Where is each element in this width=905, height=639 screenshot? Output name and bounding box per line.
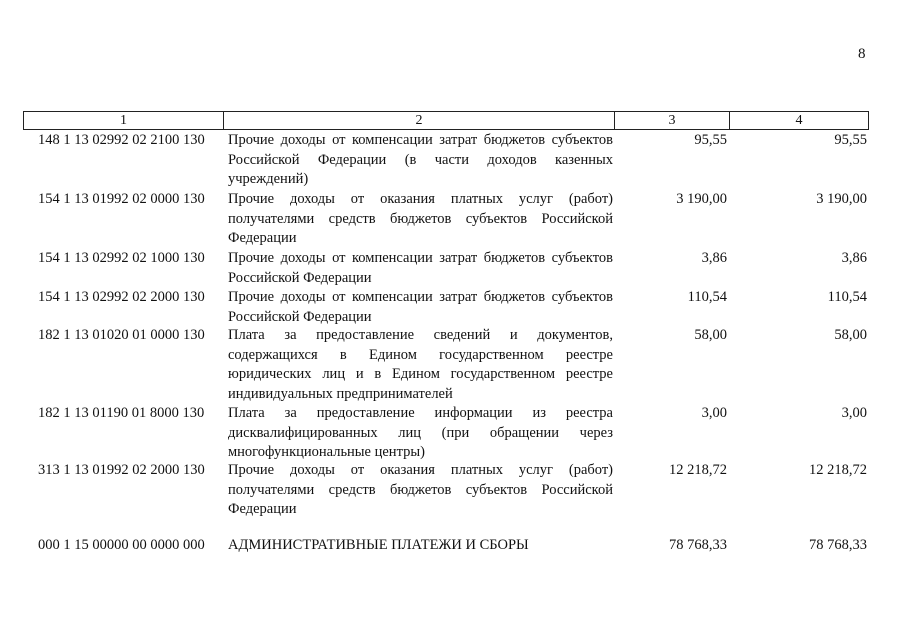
row-name: Прочие доходы от оказания платных услуг (работ) получателями средств бюджетов субъектов Российской Федерации bbox=[228, 462, 613, 517]
row-name: Прочие доходы от оказания платных услуг (работ) получателями средств бюджетов субъектов Российской Федерации bbox=[228, 191, 613, 246]
row-col-3: 110,54 bbox=[687, 289, 727, 305]
row-col-4: 3,86 bbox=[841, 250, 867, 266]
row-col-3: 95,55 bbox=[694, 132, 727, 148]
row-col-3: 12 218,72 bbox=[669, 462, 727, 478]
row-col-4: 95,55 bbox=[834, 132, 867, 148]
row-name: Плата за предоставление сведений и документов, содержащихся в Едином государственном реестре юридических лиц и в Едином государственном реестре индивидуальных предпринимателей bbox=[228, 327, 613, 402]
row-col-4: 3 190,00 bbox=[816, 191, 867, 207]
row-code: 154 1 13 01992 02 0000 130 bbox=[38, 191, 205, 207]
summary-code: 000 1 15 00000 00 0000 000 bbox=[38, 537, 205, 553]
row-code: 154 1 13 02992 02 1000 130 bbox=[38, 250, 205, 266]
summary-col-4: 78 768,33 bbox=[809, 537, 867, 553]
row-name: Прочие доходы от компенсации затрат бюджетов субъектов Российской Федерации bbox=[228, 250, 613, 286]
page-number: 8 bbox=[858, 46, 866, 62]
header-col-3: 3 bbox=[615, 112, 730, 129]
row-name: Прочие доходы от компенсации затрат бюджетов субъектов Российской Федерации (в части доходов казенных учреждений) bbox=[228, 132, 613, 187]
table-header bbox=[23, 111, 869, 130]
row-code: 182 1 13 01190 01 8000 130 bbox=[38, 405, 205, 421]
row-code: 182 1 13 01020 01 0000 130 bbox=[38, 327, 205, 343]
header-col-2: 2 bbox=[224, 112, 615, 129]
header-col-4: 4 bbox=[795, 113, 803, 128]
row-col-4: 110,54 bbox=[827, 289, 867, 305]
row-col-4: 3,00 bbox=[841, 405, 867, 421]
row-name: Прочие доходы от компенсации затрат бюджетов субъектов Российской Федерации bbox=[228, 289, 613, 325]
summary-name: АДМИНИСТРАТИВНЫЕ ПЛАТЕЖИ И СБОРЫ bbox=[228, 537, 529, 553]
row-col-4: 12 218,72 bbox=[809, 462, 867, 478]
row-col-3: 3 190,00 bbox=[676, 191, 727, 207]
row-col-3: 3,86 bbox=[701, 250, 727, 266]
row-col-3: 3,00 bbox=[701, 405, 727, 421]
row-code: 154 1 13 02992 02 2000 130 bbox=[38, 289, 205, 305]
row-code: 148 1 13 02992 02 2100 130 bbox=[38, 132, 205, 148]
row-col-4: 58,00 bbox=[834, 327, 867, 343]
summary-col-3: 78 768,33 bbox=[669, 537, 727, 553]
header-col-1: 1 bbox=[24, 112, 224, 129]
row-name: Плата за предоставление информации из реестра дисквалифицированных лиц (при обращении через многофункциональные центры) bbox=[228, 405, 613, 460]
row-col-3: 58,00 bbox=[694, 327, 727, 343]
row-code: 313 1 13 01992 02 2000 130 bbox=[38, 462, 205, 478]
